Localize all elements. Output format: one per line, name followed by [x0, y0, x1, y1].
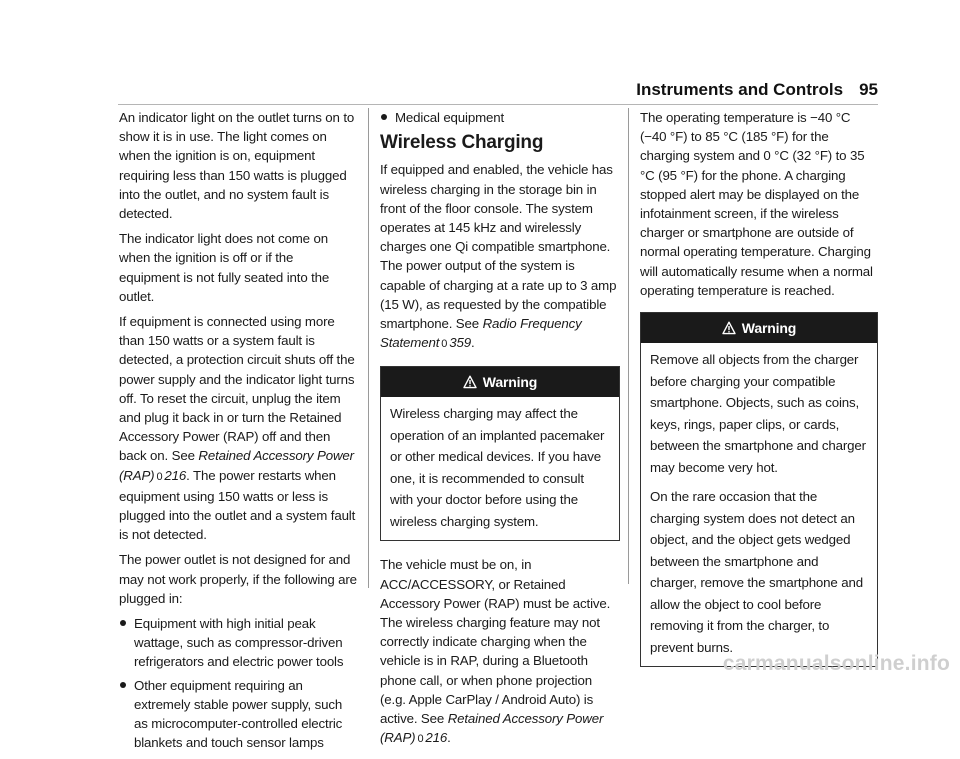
paragraph: An indicator light on the outlet turns on to show it is in use. The light comes on when the ignition is on, equipment requiring less than 150 watts is plugged into the outlet, and no system fault is detected. — [119, 110, 355, 222]
bullet-list — [380, 108, 620, 127]
paragraph: If equipped and enabled, the vehicle has wireless charging in the storage bin in front of the floor console. The system operates at 145 kHz and wirelessly charges one Qi compatible smartphone. The power output of the system is capable of charging at a rate up to 3 amp (15 W), as requested by the compatible smartphone. See Radio Frequency Statement 0 359. — [380, 162, 617, 351]
warning-body — [641, 343, 877, 666]
warning-icon — [722, 321, 736, 335]
page-ref-arrow-icon: 0 — [417, 733, 424, 746]
warning-label: Warning — [482, 374, 538, 391]
cross-reference-link[interactable]: Radio Frequency Statement — [380, 316, 582, 351]
list-item: Medical equipment — [380, 108, 620, 127]
page-ref-arrow-icon: 0 — [156, 470, 163, 483]
section-title: Wireless Charging — [380, 132, 544, 154]
column-divider — [368, 108, 369, 588]
list-item: Other equipment requiring an extremely stable power supply, such as microcomputer-controlled electric blankets and touch sensor lamps — [119, 676, 357, 753]
column-divider — [628, 108, 629, 584]
warning-body — [381, 397, 619, 540]
page-header — [0, 80, 878, 100]
header-rule — [118, 104, 878, 105]
warning-text: Remove all objects from the charger before charging your compatible smartphone. Objects, such as coins, keys, rings, paper clips, or cards, between the smartphone and charger may become very hot. — [650, 352, 866, 475]
column-3 — [640, 108, 878, 681]
paragraph: The indicator light does not come on when the ignition is off or if the equipment is not fully seated into the outlet. — [119, 231, 330, 304]
warning-label: Warning — [741, 320, 797, 337]
warning-text: Wireless charging may affect the operation of an implanted pacemaker or other medical devices. If you have one, it is recommended to consult with your doctor before using the wireless charging system. — [390, 406, 605, 529]
watermark: carmanualsonline.info — [722, 652, 950, 675]
column-1 — [119, 108, 357, 759]
warning-box — [640, 312, 878, 667]
cross-reference-page[interactable]: 359 — [449, 335, 471, 351]
warning-text: On the rare occasion that the charging system does not detect an object, and the object gets wedged between the smartphone and charger, remove the smartphone and allow the object to cool before removing it from the charger, to prevent burns. — [650, 489, 863, 655]
list-item: Equipment with high initial peak wattage, such as compressor-driven refrigerators and electric power tools — [119, 614, 357, 672]
paragraph: The power outlet is not designed for and may not work properly, if the following are plugged in: — [119, 552, 357, 606]
page-ref-arrow-icon: 0 — [441, 338, 448, 351]
paragraph: The operating temperature is −40 °C (−40 °F) to 85 °C (185 °F) for the charging system and 0 °C (32 °F) to 35 °C (95 °F) for the phone. A charging stopped alert may be displayed on the infotainment screen, if the wireless charger or smartphone are outside of normal operating temperature. Charging will automatically resume when a normal operating temperature is reached. — [640, 110, 873, 298]
header-title: Instruments and Controls — [636, 80, 844, 99]
bullet-list — [119, 614, 357, 752]
warning-box — [380, 366, 620, 541]
column-2 — [380, 108, 620, 755]
cross-reference-link[interactable]: Retained Accessory Power (RAP) — [380, 711, 604, 746]
cross-reference-page[interactable]: 216 — [425, 730, 448, 746]
warning-icon — [463, 375, 477, 389]
page-number: 95 — [859, 80, 878, 99]
paragraph: If equipment is connected using more than 150 watts or a system fault is detected, a protection circuit shuts off the power supply and the indicator light turns off. To reset the circuit, unplug the item and plug it back in or turn the Retained Accessory Power (RAP) off and then back on. See Retained Accessory Power (RAP) 0 216. The power restarts when equipment using 150 watts or less is plugged into the outlet and a system fault is not detected. — [119, 314, 356, 543]
paragraph: The vehicle must be on, in ACC/ACCESSORY, or Retained Accessory Power (RAP) must be active. The wireless charging feature may not correctly indicate charging when the vehicle is in RAP, during a Bluetooth phone call, or when phone projection (e.g. Apple CarPlay / Android Auto) is active. See Retained Accessory Power (RAP) 0 216. — [380, 557, 611, 746]
cross-reference-page[interactable]: 216 — [164, 467, 187, 483]
warning-header — [641, 313, 877, 343]
warning-header — [381, 367, 619, 397]
cross-reference-link[interactable]: Retained Accessory Power (RAP) — [119, 448, 354, 483]
